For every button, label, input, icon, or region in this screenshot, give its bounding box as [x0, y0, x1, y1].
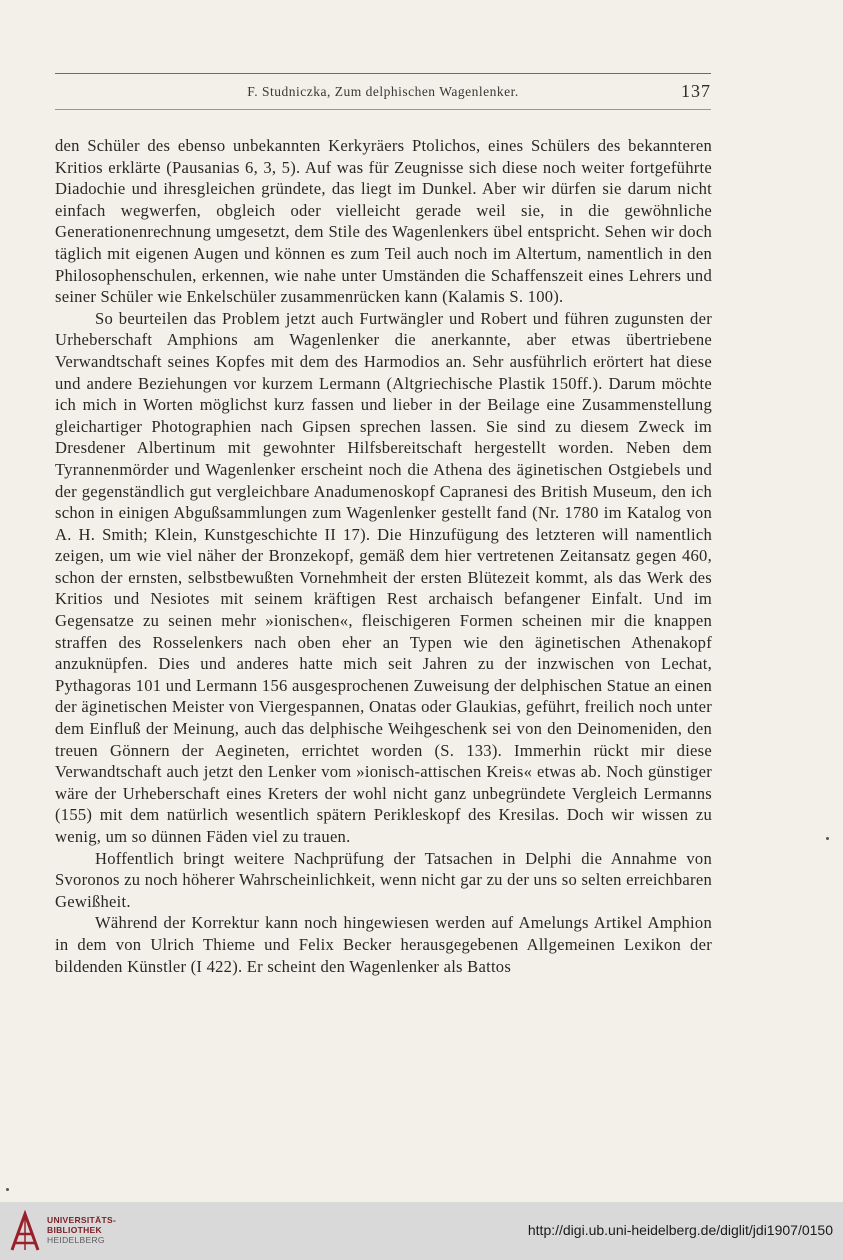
paragraph-1: den Schüler des ebenso unbekannten Kerkyräers Ptolichos, eines Schülers des bekannteren Kritios erklärte (Pausanias 6, 3, 5). Auf was für Zeugnisse sich diese noch weiter fortgeführte Diadochie und ihresgleichen gründete, das liegt im Dunkel. Aber wir dürfen sie darum nicht einfach wegwerfen, obgleich oder vielleicht gerade weil sie, in die gewöhnliche Generationenrechnung umgesetzt, dem Stile des Wagenlenkers übel entspricht. Sehen wir doch täglich mit eigenen Augen und können es zum Teil auch noch im Altertum, namentlich in den Philosophenschulen, erkennen, wie nahe unter Umständen die Schaffenszeit eines Lehrers und seiner Schüler wie Enkelschüler zusammenrücken kann (Kalamis S. 100). — [55, 136, 712, 307]
scan-speck — [6, 1188, 9, 1191]
header-rule-top — [55, 73, 711, 74]
page-header — [55, 81, 711, 106]
paragraph-4: Während der Korrektur kann noch hingewiesen werden auf Amelungs Artikel Amphion in dem von Ulrich Thieme und Felix Becker herausgegebenen Allgemeinen Lexikon der bildenden Künstler (I 422). Er scheint den Wagenlenker als Battos — [55, 913, 712, 976]
library-name — [47, 1215, 116, 1245]
page-number: 137 — [681, 81, 711, 101]
library-name-line1: UNIVERSITÄTS- — [47, 1215, 117, 1225]
paragraph-3: Hoffentlich bringt weitere Nachprüfung der Tatsachen in Delphi die Annahme von Svoronos zu noch höherer Wahrscheinlichkeit, wenn nicht gar zu der uns so selten erreichbaren Gewißheit. — [55, 848, 712, 911]
heidelberg-library-logo-icon[interactable] — [10, 1210, 40, 1252]
running-head: F. Studniczka, Zum delphischen Wagenlenker. — [247, 84, 519, 99]
paragraph-2: So beurteilen das Problem jetzt auch Furtwängler und Robert und führen zugunsten der Urheberschaft Amphions am Wagenlenker die anerkannte, aber etwas übertriebene Verwandtschaft seines Kopfes mit dem des Harmodios an. Sehr ausführlich erörtert hat diese und andere Beziehungen vor kurzem Lermann (Altgriechische Plastik 150ff.). Darum möchte ich mich in Worten möglichst kurz fassen und lieber in der Beilage eine Zusammenstellung gleichartiger Photographien nach Gipsen sprechen lassen. Sie sind zu diesem Zweck im Dresdener Albertinum mit gewohnter Hilfsbereitschaft hergestellt worden. Neben dem Tyrannenmörder und Wagenlenker erscheint noch die Athena des äginetischen Ostgiebels und der gegenständlich gut vergleichbare Anadumenoskopf Capranesi des British Museum, den ich schon in einigen Abgußsammlungen zum Wagenlenker gestellt fand (Nr. 1780 im Katalog von A. H. Smith; Klein, Kunstgeschichte II 17). Die Hinzufügung des letzteren will namentlich zeigen, um wie viel näher der Bronzekopf, gemäß dem hier vertretenen Zeitansatz gegen 460, schon der ernsten, selbstbewußten Vornehmheit der ersten Blütezeit kommt, als das Werk des Kritios und Nesiotes mit seinem kräftigen Rest archaisch befangener Einfalt. Und im Gegensatze zu seinen mehr »ionischen«, fleischigeren Formen scheinen mir die knappen straffen des Rosselenkers nach oben eher an Typen wie den äginetischen Athenakopf anzuknüpfen. Dies und anderes hatte mich seit Jahren zu der inzwischen von Lechat, Pythagoras 101 und Lermann 156 ausgesprochenen Zuweisung der delphischen Statue an einen der äginetischen Meister von Viergespannen, Onatas oder Glaukias, geführt, freilich noch unter dem Einfluß der Meinung, auch das delphische Weihgeschenk sei von den Deinomeniden, den treuen Gönnern der Aegineten, errichtet worden (S. 133). Immerhin rückt mir diese Verwandtschaft auch jetzt den Lenker vom »ionisch-attischen Kreis« etwas ab. Noch günstiger wäre der Urheberschaft eines Kreters der wohl nicht ganz unbegründete Vergleich Lermanns (155) mit dem natürlich wesentlich spätern Perikleskopf des Kresilas. Doch wir wissen zu wenig, um so dünnen Fäden viel zu trauen. — [55, 308, 712, 846]
permalink-url[interactable]: http://digi.ub.uni-heidelberg.de/diglit/jdi1907/0150 — [527, 1222, 833, 1238]
scan-speck — [826, 837, 829, 840]
library-name-line3: HEIDELBERG — [47, 1235, 105, 1245]
header-rule-bottom — [55, 109, 711, 110]
body-text — [55, 135, 712, 977]
library-name-line2: BIBLIOTHEK — [47, 1225, 102, 1235]
viewer-footer — [0, 1202, 843, 1260]
